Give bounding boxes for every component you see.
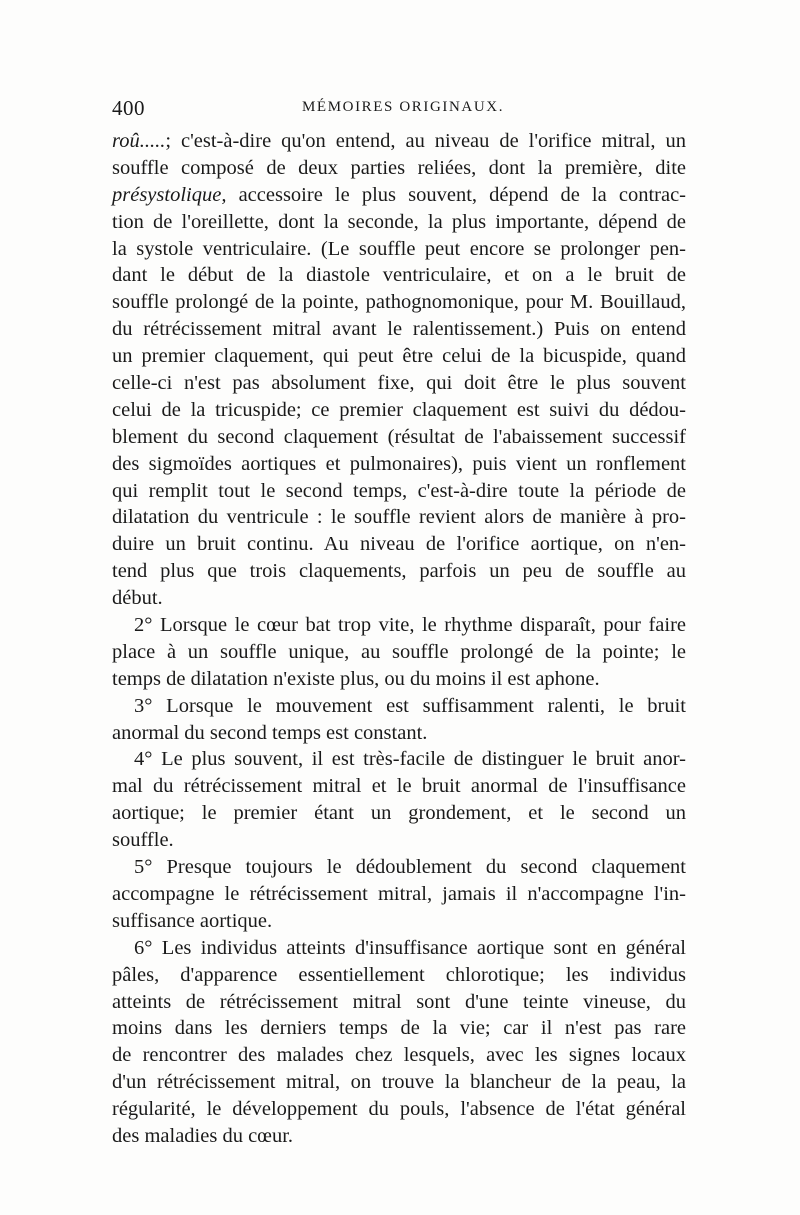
text-line xyxy=(112,800,686,827)
page-header xyxy=(112,96,688,122)
text-segment: atteints de rétrécissement mitral sont d'une teinte vineuse, du xyxy=(112,990,686,1013)
text-segment: souffle prolongé de la pointe, pathognomonique, pour M. Bouillaud, xyxy=(112,291,686,314)
text-segment: qui remplit tout le second temps, c'est-à-dire toute la période de xyxy=(112,479,686,502)
text-segment: 6° Les individus atteints d'insuffisance aortique sont en général xyxy=(134,936,686,959)
text-segment: un premier claquement, qui peut être celui de la bicuspide, quand xyxy=(112,345,686,368)
text-segment: blement du second claquement (résultat de l'abaissement successif xyxy=(112,425,686,448)
running-title: MÉMOIRES ORIGINAUX. xyxy=(302,99,505,115)
text-segment: des maladies du cœur. xyxy=(112,1124,294,1147)
text-segment: la systole ventriculaire. (Le souffle peut encore se prolonger pen- xyxy=(112,237,686,260)
text-line xyxy=(112,585,686,612)
text-segment: moins dans les derniers temps de la vie; car il n'est pas rare xyxy=(112,1017,686,1040)
text-segment: tend plus que trois claquements, parfois un peu de souffle au xyxy=(112,560,686,583)
text-line xyxy=(112,989,686,1016)
text-line xyxy=(112,1069,686,1096)
text-segment: dant le début de la diastole ventriculaire, et on a le bruit de xyxy=(112,264,686,287)
text-segment: celui de la tricuspide; ce premier claquement est suivi du dédou- xyxy=(112,398,686,421)
text-segment: d'un rétrécissement mitral, on trouve la blancheur de la peau, la xyxy=(112,1071,686,1094)
text-line xyxy=(112,558,686,585)
text-line xyxy=(112,693,686,720)
text-line xyxy=(112,935,686,962)
text-segment: ; c'est-à-dire qu'on entend, au niveau de l'orifice mitral, un xyxy=(165,130,686,152)
text-line xyxy=(112,370,686,397)
text-segment: accessoire le plus souvent, dépend de la contrac- xyxy=(226,183,686,206)
text-line xyxy=(112,720,686,747)
text-segment: 3° Lorsque le mouvement est suffisamment ralenti, le bruit xyxy=(134,694,686,717)
text-line xyxy=(112,478,686,505)
text-line xyxy=(112,908,686,935)
text-segment: mal du rétrécissement mitral et le bruit anormal de l'insuffisance xyxy=(112,775,686,798)
body-text xyxy=(112,128,686,1150)
text-segment: 4° Le plus souvent, il est très-facile de distinguer le bruit anor- xyxy=(134,748,686,771)
text-segment: anormal du second temps est constant. xyxy=(112,721,428,744)
text-segment: place à un souffle unique, au souffle prolongé de la pointe; le xyxy=(112,640,686,663)
text-line xyxy=(112,155,686,182)
text-segment: accompagne le rétrécissement mitral, jamais il n'accompagne l'in- xyxy=(112,882,686,905)
text-segment: souffle. xyxy=(112,829,174,852)
text-segment: temps de dilatation n'existe plus, ou du moins il est aphone. xyxy=(112,667,600,690)
text-segment: pâles, d'apparence essentiellement chlorotique; les individus xyxy=(112,963,686,986)
text-line xyxy=(112,612,686,639)
text-segment: du rétrécissement mitral avant le ralentissement.) Puis on entend xyxy=(112,318,686,341)
text-line xyxy=(112,1096,686,1123)
text-line xyxy=(112,531,686,558)
text-segment: de rencontrer des malades chez lesquels, avec les signes locaux xyxy=(112,1044,686,1067)
text-segment: régularité, le développement du pouls, l'absence de l'état général xyxy=(112,1098,686,1121)
text-line xyxy=(112,451,686,478)
italic-text: roû..... xyxy=(112,130,166,152)
text-line xyxy=(112,128,686,155)
text-line xyxy=(112,182,686,209)
text-segment: tion de l'oreillette, dont la seconde, la plus importante, dépend de xyxy=(112,210,686,233)
text-line xyxy=(112,504,686,531)
text-line xyxy=(112,289,686,316)
text-segment: début. xyxy=(112,587,163,610)
text-line xyxy=(112,746,686,773)
text-segment: souffle composé de deux parties reliées, dont la première, dite xyxy=(112,156,686,179)
text-line xyxy=(112,236,686,263)
text-line xyxy=(112,666,686,693)
text-line xyxy=(112,424,686,451)
text-line xyxy=(112,1042,686,1069)
text-line xyxy=(112,1015,686,1042)
text-line xyxy=(112,316,686,343)
text-line xyxy=(112,209,686,236)
text-line xyxy=(112,262,686,289)
text-line xyxy=(112,343,686,370)
text-line xyxy=(112,397,686,424)
text-line xyxy=(112,1123,686,1150)
text-segment: 2° Lorsque le cœur bat trop vite, le rhythme disparaît, pour faire xyxy=(134,614,686,637)
text-segment: des sigmoïdes aortiques et pulmonaires), puis vient un ronflement xyxy=(112,452,686,475)
text-line xyxy=(112,639,686,666)
page-number: 400 xyxy=(112,96,145,120)
text-segment: dilatation du ventricule : le souffle revient alors de manière à pro- xyxy=(112,506,686,529)
text-line xyxy=(112,881,686,908)
text-line xyxy=(112,773,686,800)
text-segment: duire un bruit continu. Au niveau de l'orifice aortique, on n'en- xyxy=(112,533,686,556)
text-line xyxy=(112,854,686,881)
text-line xyxy=(112,827,686,854)
text-segment: celle-ci n'est pas absolument fixe, qui doit être le plus souvent xyxy=(112,372,686,395)
text-segment: suffisance aortique. xyxy=(112,909,273,932)
text-line xyxy=(112,962,686,989)
text-segment: aortique; le premier étant un grondement, et le second un xyxy=(112,802,686,825)
italic-text: présystolique, xyxy=(112,183,227,206)
text-segment: 5° Presque toujours le dédoublement du second claquement xyxy=(134,856,686,879)
